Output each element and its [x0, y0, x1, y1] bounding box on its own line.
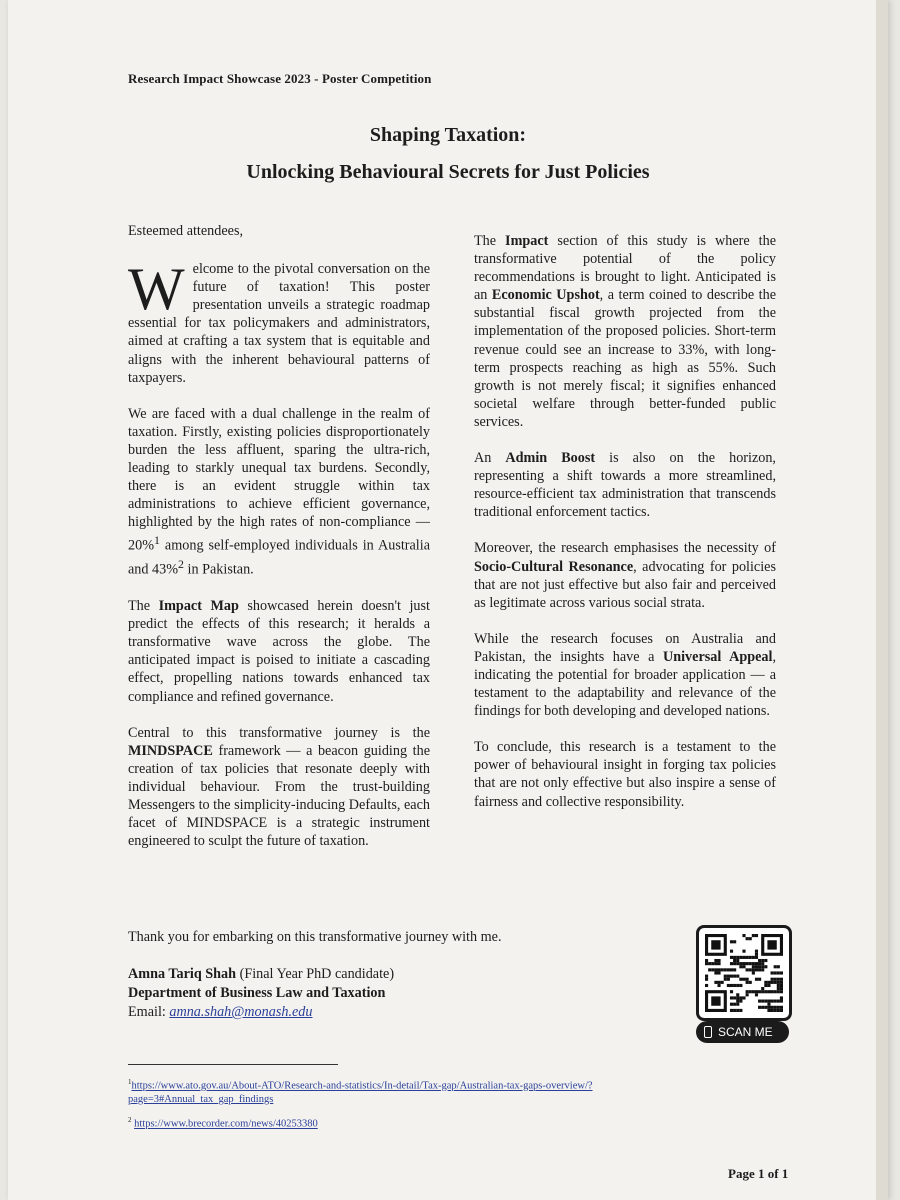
impact-map-text: showcased herein doesn't just predict the effects of this research; it heralds a transformative wave across the globe. The anticipated impact is poised to initiate a cascading effect, propelling nations towards enhanced tax compliance and refined governance.: [128, 598, 430, 705]
footnote-2-number: 2: [128, 1116, 132, 1124]
footnote-ref-1[interactable]: 1: [154, 533, 160, 548]
admin-boost-text: is also on the horizon, representing a shift towards a more streamlined, resource-efficient tax administration that transcends traditional enforcement tactics.: [474, 450, 776, 521]
footnote-2: [128, 1114, 628, 1131]
author-line: [128, 965, 394, 984]
left-column: [128, 222, 430, 868]
scan-me-button[interactable]: [696, 1021, 789, 1043]
department: [128, 984, 394, 1003]
resonance-text: , advocating for policies that are not just effective but also fair and perceived as legitimate across various social strata.: [474, 558, 776, 611]
impact-text: , a term coined to describe the substantial fiscal growth projected from the implementation of the proposed policies. Short-term revenue could see an increase to 33%, with long-term prospects reaching as high as 55%. Such growth is not merely fiscal; it signifies enhanced societal welfare through better-funded public services.: [474, 287, 776, 430]
footnote-1-number: 1: [128, 1078, 132, 1086]
impact-map-term: Impact Map: [158, 598, 239, 615]
right-column: [474, 232, 776, 829]
universal-appeal-paragraph: [474, 630, 776, 720]
impact-pre: The: [474, 233, 506, 249]
poster-header: Research Impact Showcase 2023 - Poster Competition: [128, 71, 432, 86]
footnote-2-link[interactable]: https://www.brecorder.com/news/40253380: [134, 1118, 318, 1130]
drop-cap: W: [128, 256, 185, 323]
email-link[interactable]: amna.shah@monash.edu: [169, 1004, 313, 1020]
challenge-text-mid: among self-employed individuals in Australia and 43%: [128, 538, 430, 578]
mindspace-paragraph: [128, 724, 430, 851]
signature-block: [128, 965, 394, 1022]
impact-map-pre: The: [128, 598, 159, 615]
admin-boost-paragraph: [474, 449, 776, 521]
challenge-text: We are faced with a dual challenge in the realm of taxation. Firstly, existing policies disproportionately burden the less affluent, sparing the ultra-rich, leading to starkly unequal tax burdens. Secondly, there is an evident struggle within tax administrations to achieve efficient governance, highlighted by the high rates of non-compliance — 20%: [128, 405, 430, 555]
challenge-text-end: in Pakistan.: [183, 561, 254, 578]
impact-paragraph: [474, 232, 776, 431]
qr-code-graphic: [705, 934, 783, 1012]
mindspace-text: framework — a beacon guiding the creation of tax policies that resonate deeply with individual behaviour. From the trust-building Messengers to the simplicity-inducing Defaults, each facet of MINDSPACE is a strategic instrument engineered to sculpt the future of taxation.: [128, 742, 430, 850]
admin-boost-pre: An: [474, 450, 506, 467]
qr-code-icon[interactable]: [696, 925, 792, 1021]
intro-text: elcome to the pivotal conversation on the future of taxation! This poster presentation unveils a strategic roadmap essential for tax policymakers and administrators, aimed at crafting a tax system that is equitable and aligns with the inherent behavioural patterns of taxpayers.: [128, 261, 430, 386]
footnote-ref-2[interactable]: 2: [178, 557, 184, 572]
scan-me-label: SCAN ME: [718, 1025, 773, 1039]
impact-mid: section of this study is where the transformative potential of the policy recommendations is brought to light. Anticipated is an: [474, 233, 776, 304]
title-line-2: Unlocking Behavioural Secrets for Just Policies: [246, 161, 650, 183]
impact-term: Impact: [505, 233, 549, 249]
author-name: Amna Tariq Shah: [128, 966, 237, 982]
economic-upshot-term: Economic Upshot: [491, 287, 600, 304]
resonance-paragraph: [474, 539, 776, 611]
footnote-1: [128, 1076, 628, 1106]
challenge-paragraph: [128, 405, 430, 579]
phone-icon: [704, 1026, 712, 1038]
universal-appeal-pre: While the research focuses on Australia and Pakistan, the insights have a: [474, 630, 776, 665]
footnote-divider: [128, 1064, 338, 1065]
universal-appeal-text: , indicating the potential for broader application — a testament to the adaptability and relevance of the findings for both developing and developed nations.: [474, 648, 776, 720]
mindspace-term: MINDSPACE: [128, 742, 213, 759]
email-label: Email:: [128, 1004, 170, 1020]
mindspace-pre: Central to this transformative journey is the: [128, 724, 430, 741]
author-role: (Final Year PhD candidate): [236, 966, 395, 982]
page-number: Page 1 of 1: [728, 1166, 789, 1181]
resonance-pre: Moreover, the research emphasises the necessity of: [474, 540, 776, 557]
intro-paragraph: [128, 256, 430, 387]
email-line: [128, 1003, 394, 1022]
department-name: Department of Business Law and Taxation: [128, 985, 386, 1001]
resonance-term: Socio-Cultural Resonance: [474, 558, 634, 575]
closing-line: Thank you for embarking on this transformative journey with me.: [128, 929, 502, 945]
impact-map-paragraph: [128, 597, 430, 706]
universal-appeal-term: Universal Appeal: [662, 648, 773, 665]
poster-page: [8, 0, 888, 1200]
title-line-1: Shaping Taxation:: [369, 124, 527, 146]
greeting: Esteemed attendees,: [128, 223, 244, 239]
conclusion-paragraph: To conclude, this research is a testament to the power of behavioural insight in forging tax policies that are not only effective but also inspire a sense of fairness and collective responsibility.: [474, 739, 776, 810]
footnote-1-link[interactable]: https://www.ato.gov.au/About-ATO/Research-and-statistics/In-detail/Tax-gap/Australian-tax-gaps-overview/?page=3#Annual_tax_gap_findings: [128, 1080, 593, 1105]
admin-boost-term: Admin Boost: [505, 450, 596, 467]
